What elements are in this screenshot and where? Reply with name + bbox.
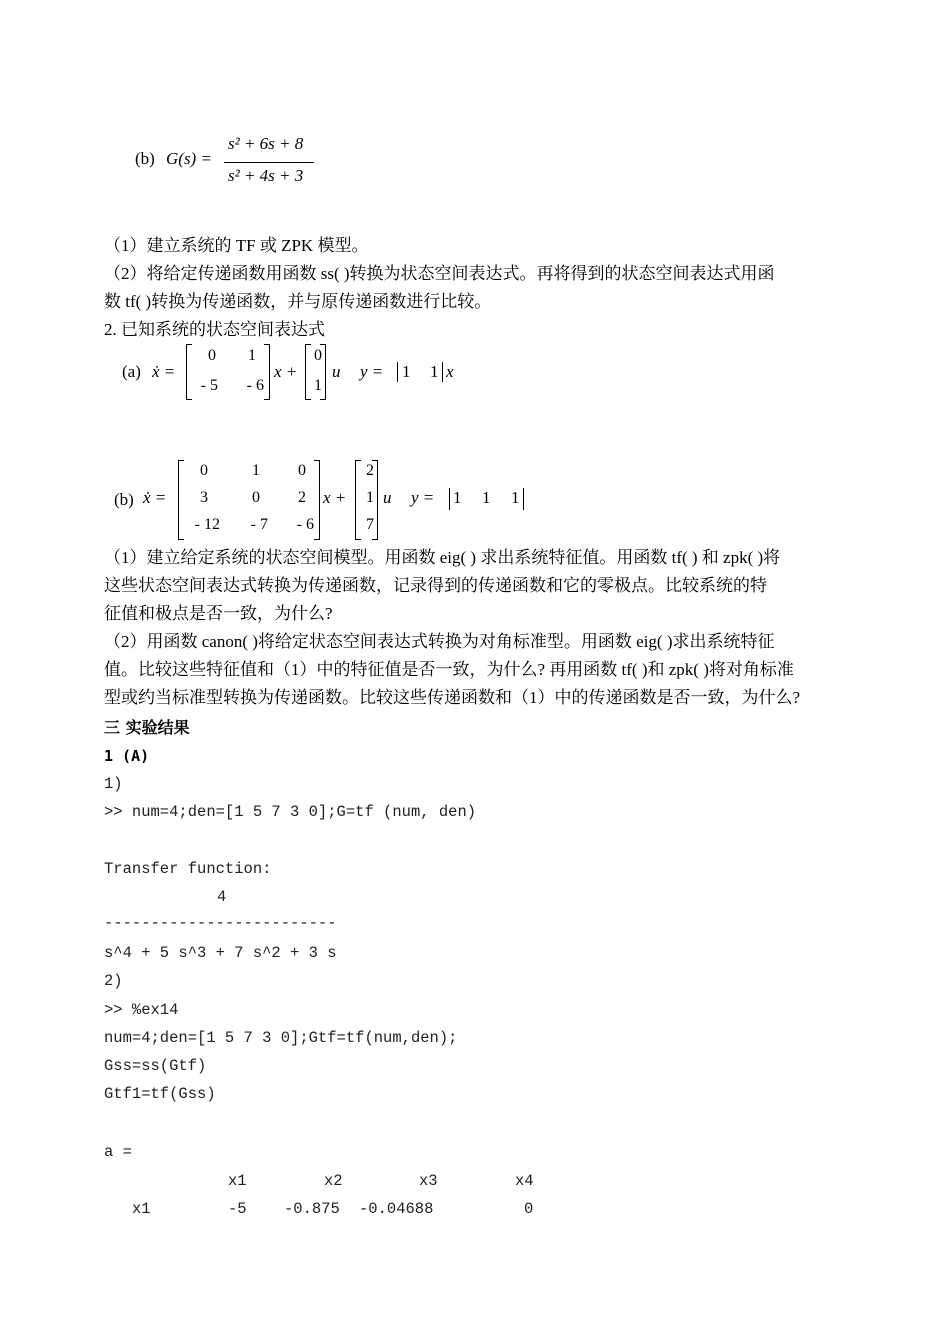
eq-bss-y-eq: y = — [411, 488, 435, 507]
task1-item1: （1）建立系统的 TF 或 ZPK 模型。 — [104, 236, 369, 255]
task2-item1-line2: 这些状态空间表达式转换为传递函数，记录得到的传递函数和它的零极点。比较系统的特 — [104, 576, 767, 595]
task2-item2-line3: 型或约当标准型转换为传递函数。比较这些传递函数和（1）中的传递函数是否一致，为什么? — [104, 688, 801, 707]
results-step2: 2) — [104, 972, 123, 990]
code-cmd1: >> num=4;den=[1 5 7 3 0];G=tf (num, den) — [104, 803, 477, 821]
eq-b-label: (b) — [135, 149, 155, 168]
eq-b-numerator: s² + 6s + 8 — [228, 134, 304, 153]
results-heading: 三 实验结果 — [104, 718, 190, 737]
eq-a-A-21: - 5 — [200, 377, 218, 394]
eq-bss-A-21: 3 — [200, 489, 208, 506]
task2-item1-line3: 征值和极点是否一致，为什么? — [104, 604, 333, 623]
eq-a-C-1: 1 — [402, 362, 411, 381]
eq-bss-A-23: 2 — [298, 489, 306, 506]
task2-heading: 2. 已知系统的状态空间表达式 — [104, 320, 325, 339]
code-cmd2-line2: num=4;den=[1 5 7 3 0];Gtf=tf(num,den); — [104, 1029, 458, 1047]
matrix-a-col-x3: x3 — [419, 1172, 438, 1190]
eq-bss-u: u — [383, 488, 392, 507]
eq-a-C-2: 1 — [430, 362, 439, 381]
code-a-label: a = — [104, 1143, 132, 1161]
results-step1: 1) — [104, 775, 123, 793]
eq-a-xdot: ẋ = — [152, 362, 176, 381]
eq-bss-x-plus: x + — [323, 488, 347, 507]
eq-bss-B-1: 2 — [366, 462, 374, 479]
matrix-a-col-x1: x1 — [228, 1172, 247, 1190]
eq-a-A-11: 0 — [208, 347, 216, 364]
eq-bss-label: (b) — [114, 490, 134, 509]
eq-a-C-left-bar — [397, 362, 398, 382]
eq-bss-A-13: 0 — [298, 462, 306, 479]
code-tf-numerator: 4 — [217, 888, 227, 906]
eq-a-x-end: x — [446, 362, 454, 381]
results-subheading: 1 (A) — [104, 747, 150, 765]
code-tf-line: ------------------------- — [104, 914, 337, 932]
code-cmd2-line1: >> %ex14 — [104, 1001, 179, 1019]
code-cmd2-line3: Gss=ss(Gtf) — [104, 1057, 207, 1075]
eq-bss-C-left-bar — [449, 488, 450, 510]
task1-item2-line2: 数 tf( )转换为传递函数，并与原传递函数进行比较。 — [104, 292, 492, 311]
eq-bss-B-3: 7 — [366, 516, 374, 533]
matrix-a-row-name: x1 — [132, 1200, 151, 1218]
eq-a-C-right-bar — [442, 362, 443, 382]
eq-a-B-2: 1 — [314, 377, 322, 394]
eq-a-A-12: 1 — [248, 347, 256, 364]
task2-item2-line1: （2）用函数 canon( )将给定状态空间表达式转换为对角标准型。用函数 eig( )求出系统特征 — [104, 632, 775, 651]
eq-a-B-right-bracket — [320, 344, 326, 400]
eq-b-fraction-bar — [224, 162, 314, 163]
matrix-a-col-x2: x2 — [324, 1172, 343, 1190]
matrix-a-cell-13: -0.04688 — [359, 1200, 434, 1218]
eq-bss-A-12: 1 — [252, 462, 260, 479]
eq-a-B-1: 0 — [314, 347, 322, 364]
eq-b-denominator: s² + 4s + 3 — [228, 166, 304, 185]
eq-bss-C-right-bar — [523, 488, 524, 510]
eq-a-y-eq: y = — [360, 362, 384, 381]
code-cmd2-line4: Gtf1=tf(Gss) — [104, 1085, 216, 1103]
eq-bss-C-1: 1 — [453, 488, 462, 507]
eq-bss-B-right-bracket — [372, 460, 378, 540]
eq-a-x-plus: x + — [274, 362, 298, 381]
eq-bss-A-33: - 6 — [296, 516, 314, 533]
task1-item2-line1: （2）将给定传递函数用函数 ss( )转换为状态空间表达式。再将得到的状态空间表达式用函 — [104, 264, 775, 283]
eq-bss-A-right-bracket — [314, 460, 320, 540]
matrix-a-cell-11: -5 — [228, 1200, 247, 1218]
eq-bss-B-2: 1 — [366, 489, 374, 506]
task2-item1-line1: （1）建立给定系统的状态空间模型。用函数 eig( ) 求出系统特征值。用函数 tf( ) 和 zpk( )将 — [104, 548, 781, 567]
eq-bss-A-11: 0 — [200, 462, 208, 479]
eq-b-lhs: G(s) = — [166, 149, 212, 168]
eq-bss-xdot: ẋ = — [143, 488, 167, 507]
matrix-a-cell-12: -0.875 — [284, 1200, 340, 1218]
eq-bss-A-31: - 12 — [194, 516, 220, 533]
eq-a-A-right-bracket — [264, 344, 270, 400]
code-tf-label: Transfer function: — [104, 860, 272, 878]
code-tf-denominator: s^4 + 5 s^3 + 7 s^2 + 3 s — [104, 944, 337, 962]
task2-item2-line2: 值。比较这些特征值和（1）中的特征值是否一致，为什么? 再用函数 tf( )和 zpk( )将对角标准 — [104, 660, 794, 679]
eq-a-u: u — [332, 362, 341, 381]
eq-bss-C-3: 1 — [511, 488, 520, 507]
matrix-a-cell-14: 0 — [524, 1200, 534, 1218]
matrix-a-col-x4: x4 — [515, 1172, 534, 1190]
eq-bss-A-22: 0 — [252, 489, 260, 506]
eq-bss-C-2: 1 — [482, 488, 491, 507]
eq-a-label: (a) — [122, 362, 141, 381]
eq-bss-A-32: - 7 — [250, 516, 268, 533]
eq-a-A-22: - 6 — [246, 377, 264, 394]
